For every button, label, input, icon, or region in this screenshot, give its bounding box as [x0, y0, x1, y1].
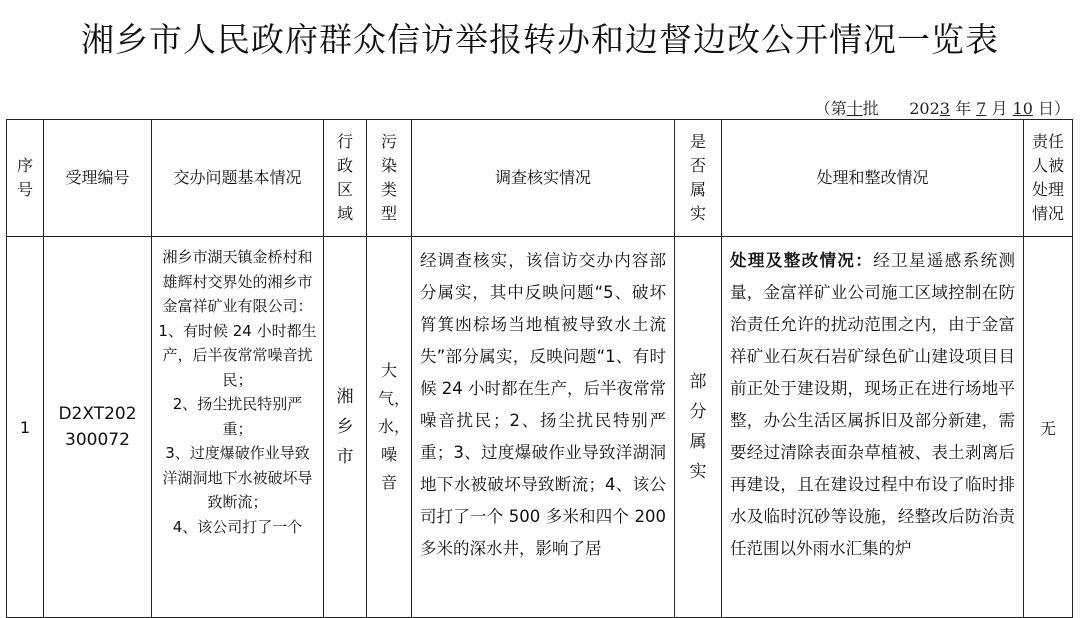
receipt-no-line-2: 300072	[65, 430, 130, 450]
header-seq: 序号	[7, 120, 44, 237]
page-title: 湘乡市人民政府群众信访举报转办和边督边改公开情况一览表	[81, 20, 999, 59]
cell-basic-info	[152, 237, 324, 618]
investigation-text: 经调查核实，该信访交办内容部分属实，其中反映问题“5、破坏筲箕凼棕场当地植被导致水土流失”部分属实，反映问题“1、有时候 24 小时都在生产，后半夜常常噪音扰民；2、扬尘扰民特别严重；3、过度爆破作业导致洋湖洞地下水被破坏导致断流；4、该公司打了一个 500 多米和四个 200 多米的深水井，影响了居	[420, 251, 666, 558]
receipt-no-line-1: D2XT202	[58, 404, 137, 424]
cell-handling	[722, 237, 1024, 618]
batch-number: 十	[846, 99, 863, 118]
batch-open: （第	[814, 99, 847, 118]
cell-investigation	[412, 237, 675, 618]
month: 7	[976, 99, 987, 118]
handling-body: 经卫星遥感系统测量，金富祥矿业公司施工区域控制在防治责任允许的扰动范围之内，由于金富祥矿业石灰石岩矿绿色矿山建设项目目前正处于建设期，现场正在进行场地平整，办公生活区属拆旧及部分新建，需要经过清除表面杂草植被、表土剥离后再建设，且在建设过程中布设了临时排水及临时沉砂等设施，经整改后防治责任范围以外雨水汇集的炉	[730, 251, 1016, 558]
table-row	[7, 237, 1073, 618]
header-investigation: 调查核实情况	[412, 120, 675, 237]
header-row	[7, 120, 1073, 237]
handling-label: 处理及整改情况：	[730, 251, 874, 270]
month-suffix: 月	[986, 99, 1013, 118]
header-handling: 处理和整改情况	[722, 120, 1024, 237]
handling-text	[722, 237, 1023, 617]
cell-pollution-type: 大气，水，噪音	[367, 237, 412, 618]
batch-suffix: 批	[862, 99, 879, 118]
day-suffix: 日）	[1032, 99, 1070, 118]
header-district: 行政区域	[324, 120, 367, 237]
cell-receipt-no	[44, 237, 152, 618]
year-prefix: 202	[909, 99, 940, 118]
batch-info	[815, 96, 1070, 119]
cell-is-true: 部分属实	[675, 237, 722, 618]
header-is-true: 是否属实	[675, 120, 722, 237]
year-suffix: 年	[949, 99, 977, 118]
disclosure-table	[6, 119, 1073, 618]
header-receipt-no: 受理编号	[44, 120, 152, 237]
basic-info-text: 湘乡市湖天镇金桥村和雄辉村交界处的湘乡市金富祥矿业有限公司： 1、有时候 24 小时都生产，后半夜常常噪音扰民； 2、扬尘扰民特别严重； 3、过度爆破作业导致洋湖洞地下水被破坏导致断流； 4、该公司打了一个	[158, 248, 317, 536]
header-basic-info: 交办问题基本情况	[152, 120, 324, 237]
header-accountability: 责任人被处理情况	[1024, 120, 1073, 237]
day: 10	[1012, 99, 1033, 118]
cell-accountability: 无	[1024, 237, 1073, 618]
header-pollution-type: 污染类型	[367, 120, 412, 237]
year-last: 3	[939, 99, 950, 118]
cell-district: 湘乡市	[324, 237, 367, 618]
cell-seq: 1	[7, 237, 44, 618]
